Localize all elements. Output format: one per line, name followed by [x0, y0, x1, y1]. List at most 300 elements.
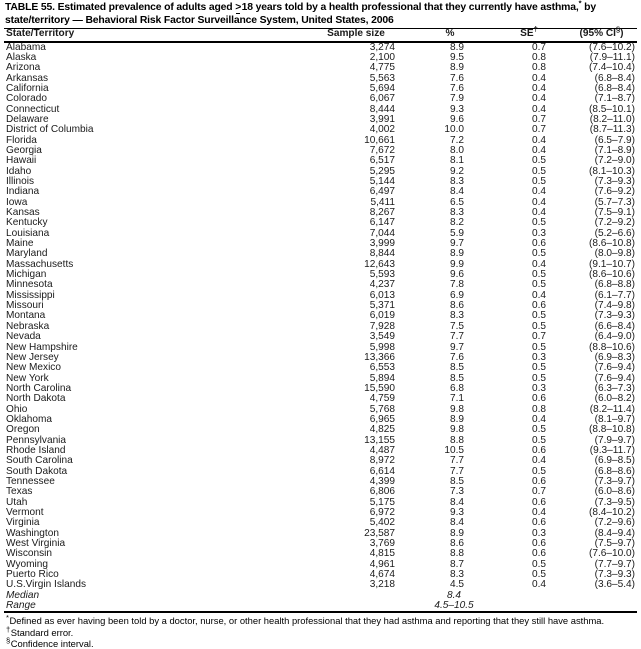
cell-sample-size: 6,972 — [369, 507, 395, 518]
cell-se: 0.5 — [531, 320, 546, 332]
cell-sample-size: 15,590 — [364, 382, 395, 394]
cell-percent: 8.3 — [449, 310, 464, 322]
cell-se: 0.7 — [531, 331, 546, 343]
cell-state: Florida — [6, 134, 37, 146]
cell-state: Indiana — [6, 186, 40, 198]
cell-se: 0.3 — [531, 351, 546, 363]
cell-se: 0.7 — [531, 113, 546, 125]
cell-state: South Dakota — [6, 465, 68, 477]
cell-se: 0.7 — [531, 41, 546, 53]
cell-state: New Jersey — [6, 351, 59, 363]
cell-ci: (7.2–9.2) — [594, 217, 635, 229]
cell-percent: 7.6 — [449, 351, 464, 363]
cell-sample-size: 4,759 — [369, 393, 395, 405]
column-header-se-label: SE — [520, 28, 534, 40]
cell-sample-size: 7,672 — [369, 144, 395, 156]
cell-sample-size: 6,067 — [369, 93, 395, 105]
cell-state: Pennsylvania — [6, 434, 67, 446]
cell-percent: 8.9 — [449, 41, 464, 53]
cell-percent: 8.7 — [449, 558, 464, 570]
cell-percent: 8.3 — [449, 176, 464, 187]
table-title-suffix: by state/territory — Behavioral Risk Factor Surveillance System, United States, 2006 — [5, 2, 596, 26]
footnote-marker: § — [6, 635, 11, 645]
cell-ci: (8.6–10.6) — [588, 269, 635, 281]
cell-se: 0.6 — [531, 300, 546, 312]
cell-state: Connecticut — [6, 103, 60, 115]
cell-state: Massachusetts — [6, 258, 74, 270]
cell-sample-size: 5,175 — [369, 496, 395, 508]
cell-ci: (9.1–10.7) — [588, 258, 635, 270]
cell-sample-size: 4,825 — [369, 424, 395, 436]
cell-state: Hawaii — [6, 155, 37, 167]
summary-se — [492, 601, 566, 611]
cell-sample-size: 23,587 — [364, 527, 395, 539]
cell-percent: 8.4 — [449, 517, 464, 529]
cell-sample-size: 6,147 — [369, 217, 395, 229]
cell-sample-size: 6,013 — [369, 289, 395, 301]
cell-sample-size: 3,999 — [369, 238, 395, 250]
table-row — [4, 363, 637, 373]
cell-se: 0.4 — [531, 196, 546, 208]
cell-state: Alaska — [6, 51, 37, 63]
cell-state: Washington — [6, 527, 59, 539]
cell-sample-size: 3,769 — [369, 538, 395, 550]
column-header-sample-size: Sample size — [327, 28, 385, 40]
table-header — [4, 24, 637, 40]
cell-sample-size: 3,549 — [369, 331, 395, 343]
cell-state: Oregon — [6, 424, 40, 436]
cell-state: Georgia — [6, 144, 42, 156]
cell-sample-size: 5,563 — [369, 72, 395, 84]
cell-state: Kansas — [6, 207, 40, 219]
cell-sample-size: 5,144 — [369, 176, 395, 187]
summary-percent: 4.5–10.5 — [434, 600, 474, 612]
footnote-marker: * — [6, 613, 9, 623]
cell-percent: 8.5 — [449, 362, 464, 374]
column-header-ci-close: ) — [620, 28, 624, 40]
prevalence-data-table — [4, 24, 637, 40]
cell-se: 0.5 — [531, 155, 546, 167]
cell-se: 0.3 — [531, 527, 546, 539]
cell-state: District of Columbia — [6, 124, 94, 136]
cell-ci: (6.8–8.4) — [594, 82, 635, 94]
cell-percent: 9.8 — [449, 424, 464, 436]
cell-sample-size: 5,694 — [369, 82, 395, 94]
cell-state: Texas — [6, 486, 33, 498]
cell-ci: (6.4–9.0) — [594, 331, 635, 343]
cell-state: West Virginia — [6, 538, 66, 550]
cell-se: 0.8 — [531, 403, 546, 415]
cell-state: Oklahoma — [6, 413, 53, 425]
cell-sample-size: 3,218 — [369, 579, 395, 591]
cell-state: Maryland — [6, 248, 48, 260]
cell-sample-size: 8,844 — [369, 248, 395, 260]
cell-state: Minnesota — [6, 279, 53, 291]
footnote-text: Confidence interval. — [10, 637, 94, 649]
cell-ci: (6.1–7.7) — [594, 289, 635, 301]
cell-sample-size: 13,366 — [364, 351, 395, 363]
summary-percent: 8.4 — [446, 589, 462, 601]
cell-ci: (7.6–10.0) — [588, 548, 635, 560]
cell-se: 0.5 — [531, 248, 546, 260]
cell-ci: (6.9–8.5) — [594, 455, 635, 467]
cell-percent: 9.3 — [449, 103, 464, 115]
greater-than-or-equal-icon: > — [235, 2, 242, 13]
cell-ci: (8.6–10.8) — [588, 238, 635, 250]
cell-ci: (9.3–11.7) — [589, 444, 635, 456]
cell-percent: 9.7 — [449, 238, 464, 250]
cell-sample-size: 5,894 — [369, 372, 395, 384]
cell-state: South Carolina — [6, 455, 73, 467]
cell-sample-size: 4,775 — [369, 62, 395, 74]
cell-ci: (6.8–8.6) — [594, 465, 635, 477]
table-title — [4, 0, 637, 28]
cell-sample-size: 6,497 — [369, 186, 395, 198]
cell-percent: 8.3 — [449, 569, 464, 581]
cell-state: North Dakota — [6, 393, 66, 405]
cell-percent: 8.9 — [449, 413, 464, 425]
summary-row — [4, 601, 637, 611]
cell-se: 0.4 — [531, 144, 546, 156]
cell-se: 0.7 — [531, 124, 546, 136]
cell-state: Michigan — [6, 269, 47, 281]
cell-percent: 8.2 — [449, 217, 464, 229]
cell-sample-size: 4,237 — [369, 279, 395, 291]
cell-state: Wisconsin — [6, 548, 52, 560]
cell-se: 0.4 — [531, 103, 546, 115]
cell-se: 0.7 — [531, 486, 546, 498]
cell-percent: 9.8 — [449, 403, 464, 415]
cell-ci: (7.2–9.0) — [594, 155, 635, 167]
cell-se: 0.6 — [531, 538, 546, 550]
cell-state: Mississippi — [6, 289, 55, 301]
cell-ci: (8.2–11.0) — [589, 113, 635, 125]
table-footnotes — [4, 613, 637, 649]
cell-se: 0.8 — [531, 51, 546, 63]
cell-se: 0.4 — [531, 455, 546, 467]
cell-sample-size: 4,815 — [369, 548, 395, 560]
cell-ci: (6.5–7.9) — [594, 134, 635, 146]
cell-se: 0.4 — [531, 413, 546, 425]
cell-sample-size: 7,044 — [369, 227, 395, 239]
cell-se: 0.5 — [531, 569, 546, 581]
cell-percent: 8.9 — [449, 527, 464, 539]
cell-ci: (8.5–10.1) — [588, 103, 635, 115]
cell-state: New Hampshire — [6, 341, 78, 353]
cell-state: North Carolina — [6, 382, 72, 394]
cell-state: Wyoming — [6, 558, 48, 570]
cell-percent: 10.0 — [444, 124, 464, 136]
cell-se: 0.6 — [531, 393, 546, 405]
cell-se: 0.4 — [531, 93, 546, 105]
cell-percent: 7.8 — [449, 279, 464, 291]
prevalence-data-body-table — [4, 43, 637, 612]
cell-se: 0.6 — [531, 444, 546, 456]
cell-percent: 8.6 — [449, 300, 464, 312]
footnote-marker: † — [6, 624, 11, 634]
footnote — [6, 615, 635, 626]
cell-se: 0.5 — [531, 176, 546, 187]
footnote — [6, 624, 635, 638]
cell-ci: (6.0–8.2) — [594, 393, 635, 405]
cell-se: 0.5 — [531, 341, 546, 353]
table-title-middle: 18 years told by a health professional that they currently have asthma, — [241, 2, 579, 13]
footnote — [6, 635, 635, 649]
cell-sample-size: 6,517 — [369, 155, 395, 167]
cell-state: U.S.Virgin Islands — [6, 579, 87, 591]
cell-se: 0.3 — [531, 382, 546, 394]
cell-state: Idaho — [6, 165, 32, 177]
cell-se: 0.4 — [531, 507, 546, 518]
cell-ci: (7.3–9.7) — [594, 475, 635, 487]
cell-state: Delaware — [6, 113, 49, 125]
cell-se: 0.5 — [531, 217, 546, 229]
cell-percent: 7.3 — [449, 486, 464, 498]
cell-percent: 6.5 — [449, 196, 464, 208]
cell-ci: (7.2–9.6) — [594, 517, 635, 529]
cell-se: 0.6 — [531, 517, 546, 529]
cell-se: 0.5 — [531, 434, 546, 446]
cell-se: 0.4 — [531, 207, 546, 219]
cell-sample-size: 13,155 — [364, 434, 395, 446]
cell-percent: 8.0 — [449, 144, 464, 156]
cell-state: Nevada — [6, 331, 41, 343]
cell-sample-size: 4,674 — [369, 569, 395, 581]
summary-row — [4, 591, 637, 601]
cell-percent: 7.1 — [449, 393, 464, 405]
cell-sample-size: 4,487 — [369, 444, 395, 456]
cell-ci: (8.8–10.8) — [588, 424, 635, 436]
cell-percent: 9.3 — [449, 507, 464, 518]
cell-sample-size: 4,002 — [369, 124, 395, 136]
cell-ci: (6.0–8.6) — [594, 486, 635, 498]
cell-se: 0.5 — [531, 424, 546, 436]
cell-percent: 9.9 — [449, 258, 464, 270]
cell-se: 0.5 — [531, 465, 546, 477]
cell-se: 0.5 — [531, 362, 546, 374]
cell-se: 0.4 — [531, 82, 546, 94]
cell-state: Illinois — [6, 176, 35, 187]
cell-se: 0.6 — [531, 238, 546, 250]
summary-se — [492, 591, 566, 601]
table-title-prefix: TABLE 55. Estimated prevalence of adults aged — [5, 2, 236, 13]
cell-ci: (7.5–9.7) — [594, 538, 635, 550]
column-header-percent: % — [445, 28, 455, 40]
cell-ci: (3.6–5.4) — [594, 579, 635, 591]
ci-footnote-marker: § — [615, 24, 621, 34]
cell-se: 0.6 — [531, 475, 546, 487]
cell-sample-size: 2,100 — [369, 51, 395, 63]
cell-sample-size: 8,267 — [369, 207, 395, 219]
cell-percent: 7.5 — [449, 320, 464, 332]
cell-percent: 4.5 — [449, 579, 464, 591]
cell-percent: 8.3 — [449, 207, 464, 219]
cell-state: Arkansas — [6, 72, 49, 84]
cell-state: Tennessee — [6, 475, 55, 487]
cell-percent: 8.9 — [449, 248, 464, 260]
cell-state: Virginia — [6, 517, 40, 529]
cell-state: Ohio — [6, 403, 28, 415]
cell-sample-size: 6,553 — [369, 362, 395, 374]
cell-state: Vermont — [6, 507, 44, 518]
cell-percent: 7.7 — [449, 465, 464, 477]
cell-se: 0.4 — [531, 289, 546, 301]
cell-state: New York — [6, 372, 49, 384]
title-footnote-marker: * — [578, 0, 582, 8]
cell-ci: (8.8–10.6) — [588, 341, 635, 353]
cell-ci: (7.5–9.1) — [594, 207, 635, 219]
cell-percent: 9.7 — [449, 341, 464, 353]
table-row — [4, 332, 637, 342]
cell-se: 0.5 — [531, 279, 546, 291]
cell-se: 0.4 — [531, 72, 546, 84]
cell-ci: (7.9–11.1) — [589, 51, 635, 63]
cell-ci: (7.4–9.8) — [594, 300, 635, 312]
cell-ci: (7.3–9.3) — [594, 569, 635, 581]
cell-sample-size: 6,965 — [369, 413, 395, 425]
cell-sample-size: 6,019 — [369, 310, 395, 322]
cell-ci: (7.1–8.9) — [594, 144, 635, 156]
cell-state: Iowa — [6, 196, 28, 208]
footnote-text: Defined as ever having been told by a doctor, nurse, or other health professional that they had asthma and reporting that they still have asthma. — [9, 615, 605, 627]
cell-percent: 8.6 — [449, 538, 464, 550]
summary-label: Range — [6, 600, 36, 612]
cell-state: California — [6, 82, 49, 94]
column-header-ci-label: (95% CI — [579, 28, 616, 40]
cell-ci: (7.6–9.2) — [594, 186, 635, 198]
cell-sample-size: 10,661 — [364, 134, 395, 146]
cell-sample-size: 5,593 — [369, 269, 395, 281]
cell-se: 0.8 — [531, 62, 546, 74]
cell-ci: (8.0–9.8) — [594, 248, 635, 260]
cell-se: 0.5 — [531, 558, 546, 570]
cell-percent: 8.8 — [449, 548, 464, 560]
cell-percent: 10.5 — [444, 444, 464, 456]
cell-percent: 6.8 — [449, 382, 464, 394]
column-header-state: State/Territory — [6, 28, 75, 40]
cell-percent: 8.4 — [449, 496, 464, 508]
cell-ci: (7.9–9.7) — [594, 434, 635, 446]
cell-se: 0.6 — [531, 496, 546, 508]
cell-state: Maine — [6, 238, 34, 250]
cell-percent: 8.5 — [449, 372, 464, 384]
cell-state: Missouri — [6, 300, 44, 312]
cell-state: Utah — [6, 496, 28, 508]
cell-percent: 9.5 — [449, 51, 464, 63]
cell-percent: 7.6 — [449, 72, 464, 84]
cell-percent: 9.6 — [449, 113, 464, 125]
cell-ci: (6.8–8.8) — [594, 279, 635, 291]
cell-ci: (6.3–7.3) — [594, 382, 635, 394]
cell-sample-size: 8,972 — [369, 455, 395, 467]
cell-state: Nebraska — [6, 320, 50, 332]
cell-ci: (8.2–11.4) — [589, 403, 635, 415]
footnote-text: Standard error. — [10, 626, 74, 638]
cell-ci: (8.1–10.3) — [588, 165, 635, 177]
cell-ci: (8.1–9.7) — [594, 413, 635, 425]
summary-label: Median — [6, 589, 40, 601]
cell-se: 0.4 — [531, 579, 546, 591]
table-row — [4, 394, 637, 404]
cell-ci: (6.9–8.3) — [594, 351, 635, 363]
cell-ci: (8.4–10.2) — [588, 507, 635, 518]
cell-state: Arizona — [6, 62, 41, 74]
cell-sample-size: 8,444 — [369, 103, 395, 115]
table-row — [4, 63, 637, 73]
cell-se: 0.4 — [531, 258, 546, 270]
cell-se: 0.5 — [531, 269, 546, 281]
cell-sample-size: 3,274 — [369, 41, 395, 53]
cell-percent: 6.9 — [449, 289, 464, 301]
cell-ci: (8.7–11.3) — [589, 124, 635, 136]
cell-ci: (7.3–9.5) — [594, 496, 635, 508]
cell-se: 0.3 — [531, 227, 546, 239]
cell-ci: (7.6–10.2) — [588, 41, 635, 53]
cell-percent: 5.9 — [449, 227, 464, 239]
cell-sample-size: 7,928 — [369, 320, 395, 332]
cell-ci: (7.1–8.7) — [594, 93, 635, 105]
cell-ci: (7.4–10.4) — [588, 62, 635, 74]
cell-percent: 7.7 — [449, 455, 464, 467]
cell-percent: 8.9 — [449, 62, 464, 74]
cell-se: 0.6 — [531, 548, 546, 560]
table-row — [4, 580, 637, 590]
cell-state: Louisiana — [6, 227, 50, 239]
cell-sample-size: 5,998 — [369, 341, 395, 353]
summary-sample-size — [304, 591, 408, 601]
cell-state: Montana — [6, 310, 46, 322]
cell-state: Kentucky — [6, 217, 48, 229]
cell-ci: (7.3–9.3) — [594, 310, 635, 322]
cell-state: Puerto Rico — [6, 569, 59, 581]
cell-se: 0.5 — [531, 372, 546, 384]
cell-percent: 9.2 — [449, 165, 464, 177]
cell-sample-size: 12,643 — [364, 258, 395, 270]
cell-state: Rhode Island — [6, 444, 66, 456]
header-row — [4, 29, 637, 40]
cell-state: New Mexico — [6, 362, 61, 374]
cell-ci: (5.7–7.3) — [594, 196, 635, 208]
cell-sample-size: 5,371 — [369, 300, 395, 312]
cell-ci: (6.8–8.4) — [594, 72, 635, 84]
table-body — [4, 43, 637, 612]
cell-sample-size: 5,295 — [369, 165, 395, 177]
cell-sample-size: 4,399 — [369, 475, 395, 487]
cell-sample-size: 6,614 — [369, 465, 395, 477]
cell-sample-size: 6,806 — [369, 486, 395, 498]
cell-sample-size: 5,402 — [369, 517, 395, 529]
cell-state: Alabama — [6, 41, 46, 53]
summary-ci — [566, 601, 637, 611]
cell-ci: (7.6–9.4) — [594, 362, 635, 374]
cell-percent: 7.6 — [449, 82, 464, 94]
cell-percent: 8.1 — [449, 155, 464, 167]
cell-percent: 7.2 — [449, 134, 464, 146]
cell-percent: 7.9 — [449, 93, 464, 105]
summary-sample-size — [304, 601, 408, 611]
column-header-se — [492, 24, 566, 40]
cell-percent: 8.8 — [449, 434, 464, 446]
summary-ci — [566, 591, 637, 601]
cell-se: 0.5 — [531, 310, 546, 322]
column-header-ci — [566, 24, 637, 40]
cell-percent: 7.7 — [449, 331, 464, 343]
cell-sample-size: 5,411 — [370, 196, 395, 208]
cell-ci: (5.2–6.6) — [594, 227, 635, 239]
cell-percent: 9.6 — [449, 269, 464, 281]
cell-ci: (7.6–9.4) — [594, 372, 635, 384]
cell-se: 0.4 — [531, 186, 546, 198]
